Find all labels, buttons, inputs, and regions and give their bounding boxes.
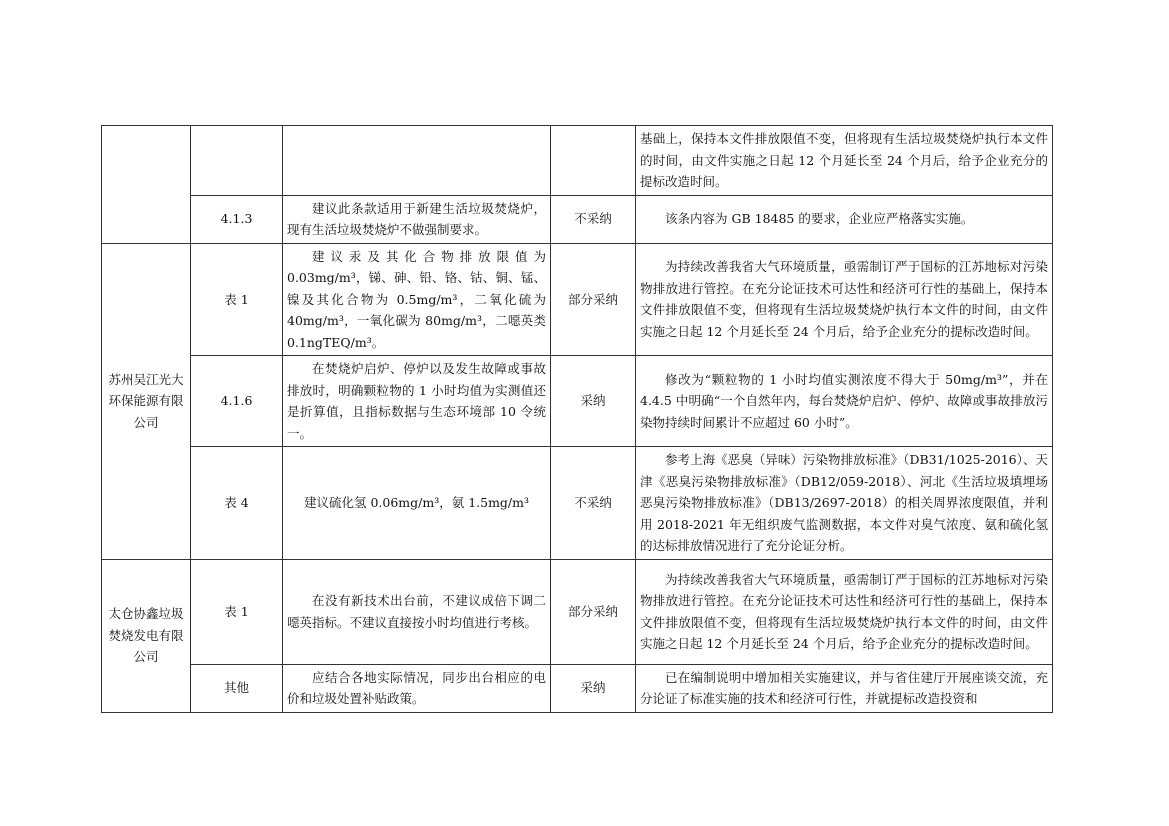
decision-cell: 部分采纳	[551, 559, 636, 664]
org-cell	[102, 126, 191, 244]
clause-cell: 表 1	[191, 243, 283, 356]
suggestion-cell: 在焚烧炉启炉、停炉以及发生故障或事故排放时，明确颗粒物的 1 小时均值为实测值还是折算值，且指标数据与生态环境部 10 令统一。	[283, 356, 551, 447]
reason-cell: 参考上海《恶臭（异味）污染物排放标准》（DB31/1025-2016）、天津《恶臭污染物排放标准》（DB12/059-2018）、河北《生活垃圾填埋场恶臭污染物排放标准》（DB13/2697-2018）的相关周界浓度限值，并利用 2018-2021 年无组织废气监测数据，本文件对臭气浓度、氨和硫化氢的达标排放情况进行了充分论证分析。	[636, 447, 1053, 560]
suggestion-cell: 建议汞及其化合物排放限值为0.03mg/m³，锑、砷、铅、铬、钴、铜、锰、镍及其化合物为 0.5mg/m³，二氧化硫为40mg/m³，一氧化碳为 80mg/m³，二噁英类0.1ngTEQ/m³。	[283, 243, 551, 356]
suggestion-cell: 建议硫化氢 0.06mg/m³，氨 1.5mg/m³	[283, 447, 551, 560]
reason-cell: 为持续改善我省大气环境质量，亟需制订严于国标的江苏地标对污染物排放进行管控。在充分论证技术可达性和经济可行性的基础上，保持本文件排放限值不变，但将现有生活垃圾焚烧炉执行本文件的时间，由文件实施之日起 12 个月延长至 24 个月后，给予企业充分的提标改造时间。	[636, 559, 1053, 664]
feedback-table	[101, 125, 1053, 713]
table-row	[102, 447, 1053, 560]
table-row	[102, 356, 1053, 447]
clause-cell: 其他	[191, 664, 283, 712]
table-row	[102, 559, 1053, 664]
clause-cell: 4.1.3	[191, 195, 283, 243]
clause-cell	[191, 126, 283, 196]
decision-cell: 部分采纳	[551, 243, 636, 356]
reason-cell: 基础上，保持本文件排放限值不变，但将现有生活垃圾焚烧炉执行本文件的时间，由文件实施之日起 12 个月延长至 24 个月后，给予企业充分的提标改造时间。	[636, 126, 1053, 196]
decision-cell: 不采纳	[551, 447, 636, 560]
table-row	[102, 243, 1053, 356]
reason-cell: 为持续改善我省大气环境质量，亟需制订严于国标的江苏地标对污染物排放进行管控。在充分论证技术可达性和经济可行性的基础上，保持本文件排放限值不变，但将现有生活垃圾焚烧炉执行本文件的时间，由文件实施之日起 12 个月延长至 24 个月后，给予企业充分的提标改造时间。	[636, 243, 1053, 356]
decision-cell: 不采纳	[551, 195, 636, 243]
org-cell: 苏州吴江光大环保能源有限公司	[102, 243, 191, 559]
decision-cell: 采纳	[551, 664, 636, 712]
reason-cell: 修改为“颗粒物的 1 小时均值实测浓度不得大于 50mg/m³”，并在 4.4.5 中明确“一个自然年内，每台焚烧炉启炉、停炉、故障或事故排放污染物持续时间累计不应超过 60 小时”。	[636, 356, 1053, 447]
clause-cell: 4.1.6	[191, 356, 283, 447]
reason-cell: 该条内容为 GB 18485 的要求，企业应严格落实实施。	[636, 195, 1053, 243]
org-cell: 太仓协鑫垃圾焚烧发电有限公司	[102, 559, 191, 712]
suggestion-cell: 应结合各地实际情况，同步出台相应的电价和垃圾处置补贴政策。	[283, 664, 551, 712]
table-row	[102, 664, 1053, 712]
suggestion-cell: 在没有新技术出台前，不建议成倍下调二噁英指标。不建议直接按小时均值进行考核。	[283, 559, 551, 664]
table-row	[102, 126, 1053, 196]
suggestion-cell	[283, 126, 551, 196]
table-row	[102, 195, 1053, 243]
decision-cell	[551, 126, 636, 196]
clause-cell: 表 4	[191, 447, 283, 560]
suggestion-cell: 建议此条款适用于新建生活垃圾焚烧炉，现有生活垃圾焚烧炉不做强制要求。	[283, 195, 551, 243]
decision-cell: 采纳	[551, 356, 636, 447]
clause-cell: 表 1	[191, 559, 283, 664]
reason-cell: 已在编制说明中增加相关实施建议，并与省住建厅开展座谈交流，充分论证了标准实施的技术和经济可行性，并就提标改造投资和	[636, 664, 1053, 712]
